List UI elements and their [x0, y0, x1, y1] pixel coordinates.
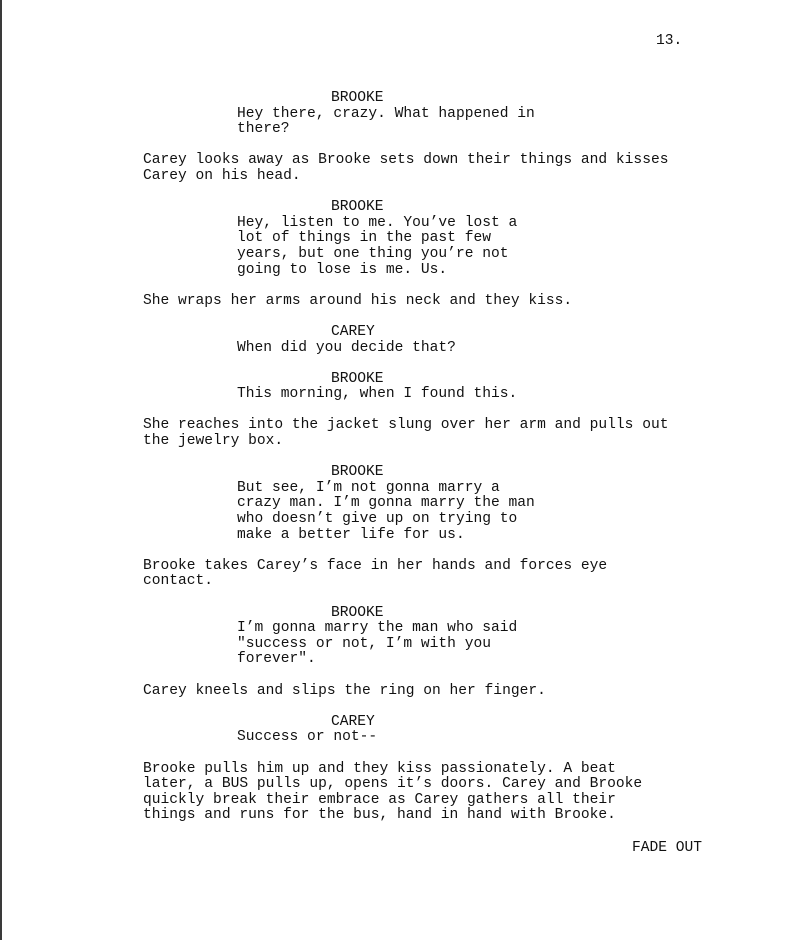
character-cue: CAREY: [331, 323, 375, 340]
dialogue: Hey, listen to me. You’ve lost a lot of things in the past few years, but one thing you’re not going to lose is me. Us.: [237, 214, 518, 278]
dialogue: This morning, when I found this.: [237, 386, 518, 403]
dialogue: Hey there, crazy. What happened in there?: [237, 105, 535, 138]
script-body: [143, 91, 723, 824]
character-cue: BROOKE: [331, 370, 384, 387]
dialogue: But see, I’m not gonna marry a crazy man. I’m gonna marry the man who doesn’t give up on trying to make a better life for us.: [237, 479, 535, 543]
dialogue: Success or not--: [237, 729, 378, 746]
dialogue: I’m gonna marry the man who said "success or not, I’m with you forever".: [237, 620, 518, 668]
page-left-border: [0, 0, 2, 940]
page-number: 13.: [656, 33, 683, 49]
action-line: Carey looks away as Brooke sets down their things and kisses Carey on his head.: [143, 152, 669, 184]
dialogue: When did you decide that?: [237, 339, 456, 356]
character-cue: BROOKE: [331, 604, 384, 621]
character-cue: BROOKE: [331, 90, 384, 106]
action-line: Brooke pulls him up and they kiss passionately. A beat later, a BUS pulls up, opens it’s doors. Carey and Brooke quickly break their embrace as Carey gathers all their things and runs for the bus, hand in hand with Brooke.: [143, 760, 643, 824]
character-cue: BROOKE: [331, 199, 384, 216]
action-line: She wraps her arms around his neck and they kiss.: [143, 292, 573, 309]
action-line: She reaches into the jacket slung over her arm and pulls out the jewelry box.: [143, 417, 669, 450]
character-cue: BROOKE: [331, 464, 384, 481]
action-line: Brooke takes Carey’s face in her hands and forces eye contact.: [143, 557, 608, 590]
character-cue: CAREY: [331, 713, 375, 730]
transition-fade-out: FADE OUT: [632, 840, 703, 856]
action-line: Carey kneels and slips the ring on her finger.: [143, 682, 546, 699]
